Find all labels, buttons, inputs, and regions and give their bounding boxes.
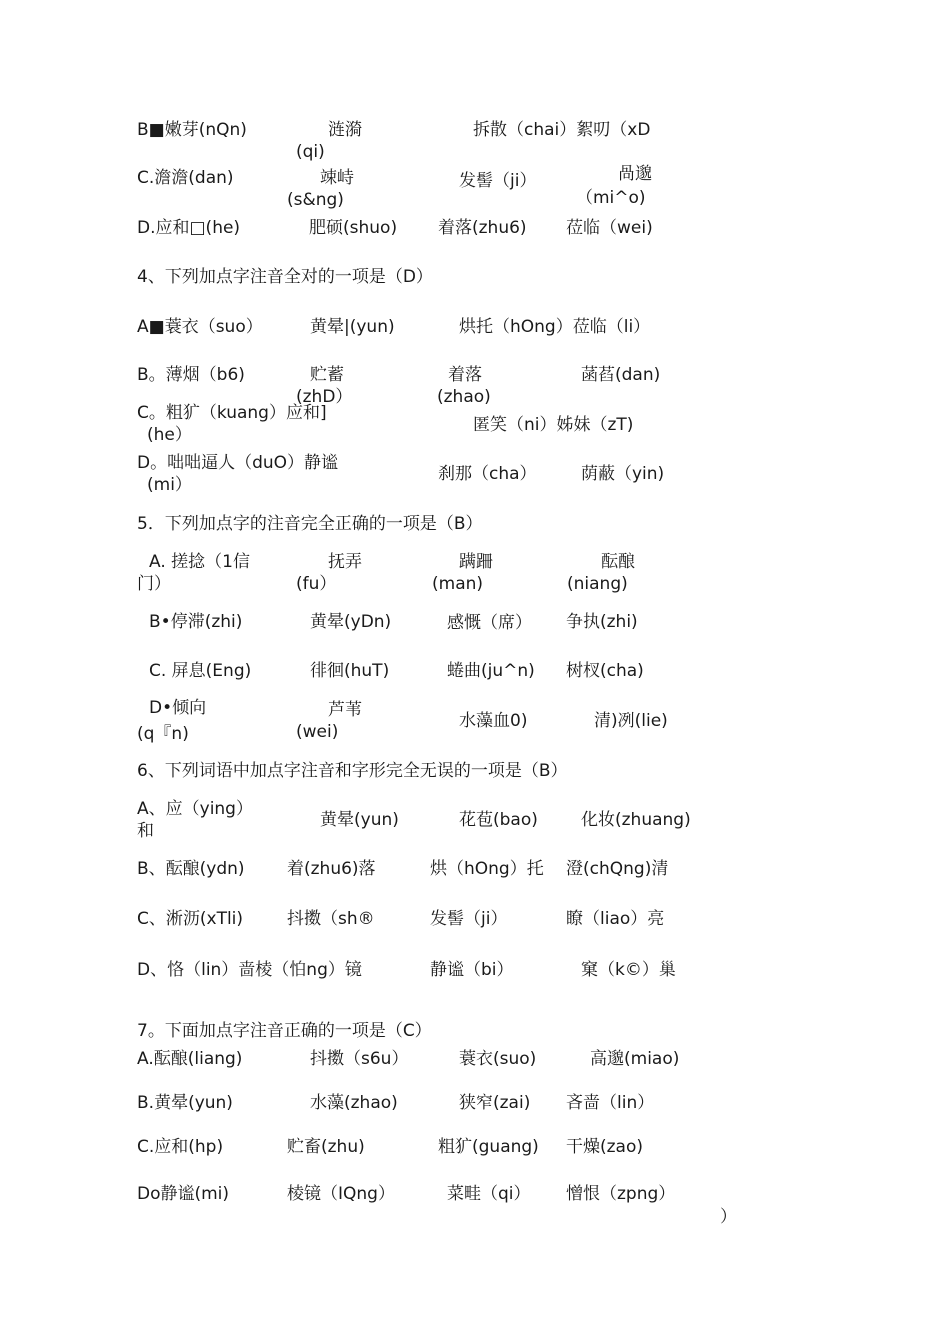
q5-a-pinyin-4: (niang) xyxy=(567,574,628,594)
q4-d-option-2: 刹那（cha） xyxy=(438,464,537,484)
q4-d-line-1: D。咄咄逼人（duO）静谧 xyxy=(137,453,339,473)
q3-d-option-2: 肥硕(shuo) xyxy=(309,218,398,238)
q4-b-option-4: 菡萏(dan) xyxy=(581,365,661,385)
q3-b-option-1: B■嫩芽(nQn) xyxy=(137,120,247,140)
q5-c-option-2: 徘徊(huT) xyxy=(310,661,390,681)
q5-a-option-2 xyxy=(296,551,362,595)
q5-a-pinyin-2: (fu） xyxy=(296,574,337,594)
q5-d-option-2 xyxy=(296,699,362,743)
q4-a-option-1: A■蓑衣（suo） xyxy=(137,317,263,337)
q5-a-pinyin: 门） xyxy=(137,574,171,594)
q6-c-option-4: 瞭（liao）亮 xyxy=(566,909,665,929)
q5-b-option-2: 黄晕(yDn) xyxy=(310,612,392,632)
q3-c-option-2 xyxy=(287,167,354,210)
q4-d-option-3: 荫蔽（yin) xyxy=(581,464,665,484)
q5-a-option-4 xyxy=(567,551,635,595)
q6-d-option-2: 静谧（bi） xyxy=(430,960,514,980)
q7-a-option-1: A.酝酿(liang) xyxy=(137,1049,243,1069)
q5-a-word: A. 搓捻（1信 xyxy=(149,552,250,572)
q5-c-option-4: 树杈(cha) xyxy=(566,661,644,681)
q5-a-word-4: 酝酿 xyxy=(601,552,635,572)
q6-c-option-2: 抖擞（sh® xyxy=(287,909,375,929)
q6-b-option-3: 烘（hOng）托 xyxy=(430,859,544,879)
q5-d-word-2: 芦苇 xyxy=(328,700,362,720)
q7-a-option-2: 抖擞（s6u） xyxy=(310,1049,409,1069)
q7-a-option-4: 高邈(miao) xyxy=(590,1049,680,1069)
q3-c-option-4 xyxy=(576,163,652,208)
q5-c-option-1: C. 屏息(Eng) xyxy=(149,661,252,681)
q4-b-word-2: 着落 xyxy=(448,365,482,385)
q3-d-option-4: 莅临（wei) xyxy=(566,218,653,238)
q3-c-pinyin-2: （mi^o) xyxy=(576,188,646,208)
q6-a-option-3: 花苞(bao) xyxy=(459,810,538,830)
q3-c-option-1: C.澹澹(dan) xyxy=(137,168,234,188)
q6-b-option-1: B、酝酿(ydn) xyxy=(137,859,245,879)
q7-trailing-paren: ） xyxy=(720,1207,737,1227)
q3-c-pinyin: (s&ng) xyxy=(287,190,344,210)
q7-b-option-3: 狭窄(zai) xyxy=(459,1093,531,1113)
q5-d-word: D•倾向 xyxy=(149,698,207,718)
q5-title: 5．下列加点字的注音完全正确的一项是（B） xyxy=(137,514,483,534)
q6-title: 6、下列词语中加点字注音和字形完全无误的一项是（B） xyxy=(137,761,568,781)
q3-b-word: 涟漪 xyxy=(328,120,362,140)
q6-b-option-2: 着(zhu6)落 xyxy=(287,859,376,879)
q4-c-line-2: (he） xyxy=(147,425,192,445)
q7-b-option-2: 水藻(zhao) xyxy=(310,1093,398,1113)
q5-d-pinyin: (q『n) xyxy=(137,724,189,744)
q5-d-option-4: 清)冽(lie) xyxy=(594,711,668,731)
q6-b-option-4: 澄(chQng)清 xyxy=(566,859,669,879)
q7-c-option-2: 贮畜(zhu) xyxy=(287,1137,365,1157)
q5-d-option-3: 水藻血0) xyxy=(459,711,528,731)
q3-b-pinyin: (qi) xyxy=(296,142,325,162)
q6-a-line-2: 和 xyxy=(137,821,154,841)
q4-b-option-3 xyxy=(437,364,491,407)
q4-d-option-1 xyxy=(137,452,338,496)
q4-c-option-1 xyxy=(137,402,327,446)
q5-a-option-3 xyxy=(432,551,493,595)
q3-d-option-3: 着落(zhu6) xyxy=(438,218,527,238)
q6-a-option-2: 黄晕(yun) xyxy=(320,810,399,830)
q3-c-option-3: 发髻（ji） xyxy=(459,171,537,191)
q5-b-option-3: 感慨（席） xyxy=(447,613,532,633)
q7-c-option-1: C.应和(hp) xyxy=(137,1137,224,1157)
q4-d-line-2: (mi） xyxy=(147,475,192,495)
q4-title: 4、下列加点字注音全对的一项是（D） xyxy=(137,267,433,287)
q3-b-option-3: 拆散（chai）絮叨（xD xyxy=(473,120,651,140)
q6-d-option-1: D、恪（lin）啬棱（怕ng）镜 xyxy=(137,960,362,980)
q6-a-option-1 xyxy=(137,798,253,842)
q6-a-option-4: 化妆(zhuang) xyxy=(581,810,691,830)
q5-b-option-4: 争执(zhi) xyxy=(566,612,638,632)
q7-title: 7。下面加点字注音正确的一项是（C） xyxy=(137,1021,432,1041)
q5-a-word-3: 蹒跚 xyxy=(459,552,493,572)
q5-c-option-3: 蜷曲(ju^n) xyxy=(447,661,535,681)
q7-d-option-3: 菜畦（qi） xyxy=(447,1184,531,1204)
q5-a-pinyin-3: (man) xyxy=(432,574,484,594)
q4-a-option-3: 烘托（hOng）莅临（li） xyxy=(459,317,651,337)
q7-d-option-2: 棱镜（IQng） xyxy=(287,1184,395,1204)
q5-a-word-2: 抚弄 xyxy=(328,552,362,572)
q4-b-option-1: B。薄烟（b6) xyxy=(137,365,245,385)
q5-d-pinyin-2: (wei) xyxy=(296,722,339,742)
q4-c-option-2: 匿笑（ni）姊妹（zT) xyxy=(473,415,634,435)
q4-b-option-2 xyxy=(296,364,353,407)
q3-b-option-2 xyxy=(296,119,362,162)
q5-d-option-1 xyxy=(137,697,206,745)
q3-c-word-2: 咼邈 xyxy=(618,164,652,184)
q7-d-option-1: Do静谧(mi) xyxy=(137,1184,230,1204)
q6-a-line-1: A、应（ying） xyxy=(137,799,253,819)
q6-c-option-3: 发髻（ji） xyxy=(430,909,508,929)
q7-b-option-4: 吝啬（lin） xyxy=(566,1093,655,1113)
q5-b-option-1: B•停滞(zhi) xyxy=(149,612,243,632)
q7-c-option-3: 粗犷(guang) xyxy=(438,1137,539,1157)
q5-a-option-1 xyxy=(137,551,250,595)
q7-c-option-4: 干燥(zao) xyxy=(566,1137,644,1157)
q4-b-pinyin-2: (zhao) xyxy=(437,387,491,407)
q3-c-word: 竦峙 xyxy=(320,168,354,188)
q4-b-word: 贮蓄 xyxy=(310,365,344,385)
q3-d-option-1: D.应和□(he) xyxy=(137,218,241,238)
q4-b-pinyin: (zhD） xyxy=(296,387,353,407)
q4-c-line-1: C。粗犷（kuang）应和] xyxy=(137,403,327,423)
q7-a-option-3: 蓑衣(suo) xyxy=(459,1049,537,1069)
q6-c-option-1: C、淅沥(xTli) xyxy=(137,909,244,929)
q4-a-option-2: 黄晕|(yun) xyxy=(310,317,395,337)
q6-d-option-3: 窠（k©）巢 xyxy=(581,960,676,980)
q7-d-option-4: 憎恨（zpng） xyxy=(566,1184,676,1204)
q7-b-option-1: B.黄晕(yun) xyxy=(137,1093,233,1113)
